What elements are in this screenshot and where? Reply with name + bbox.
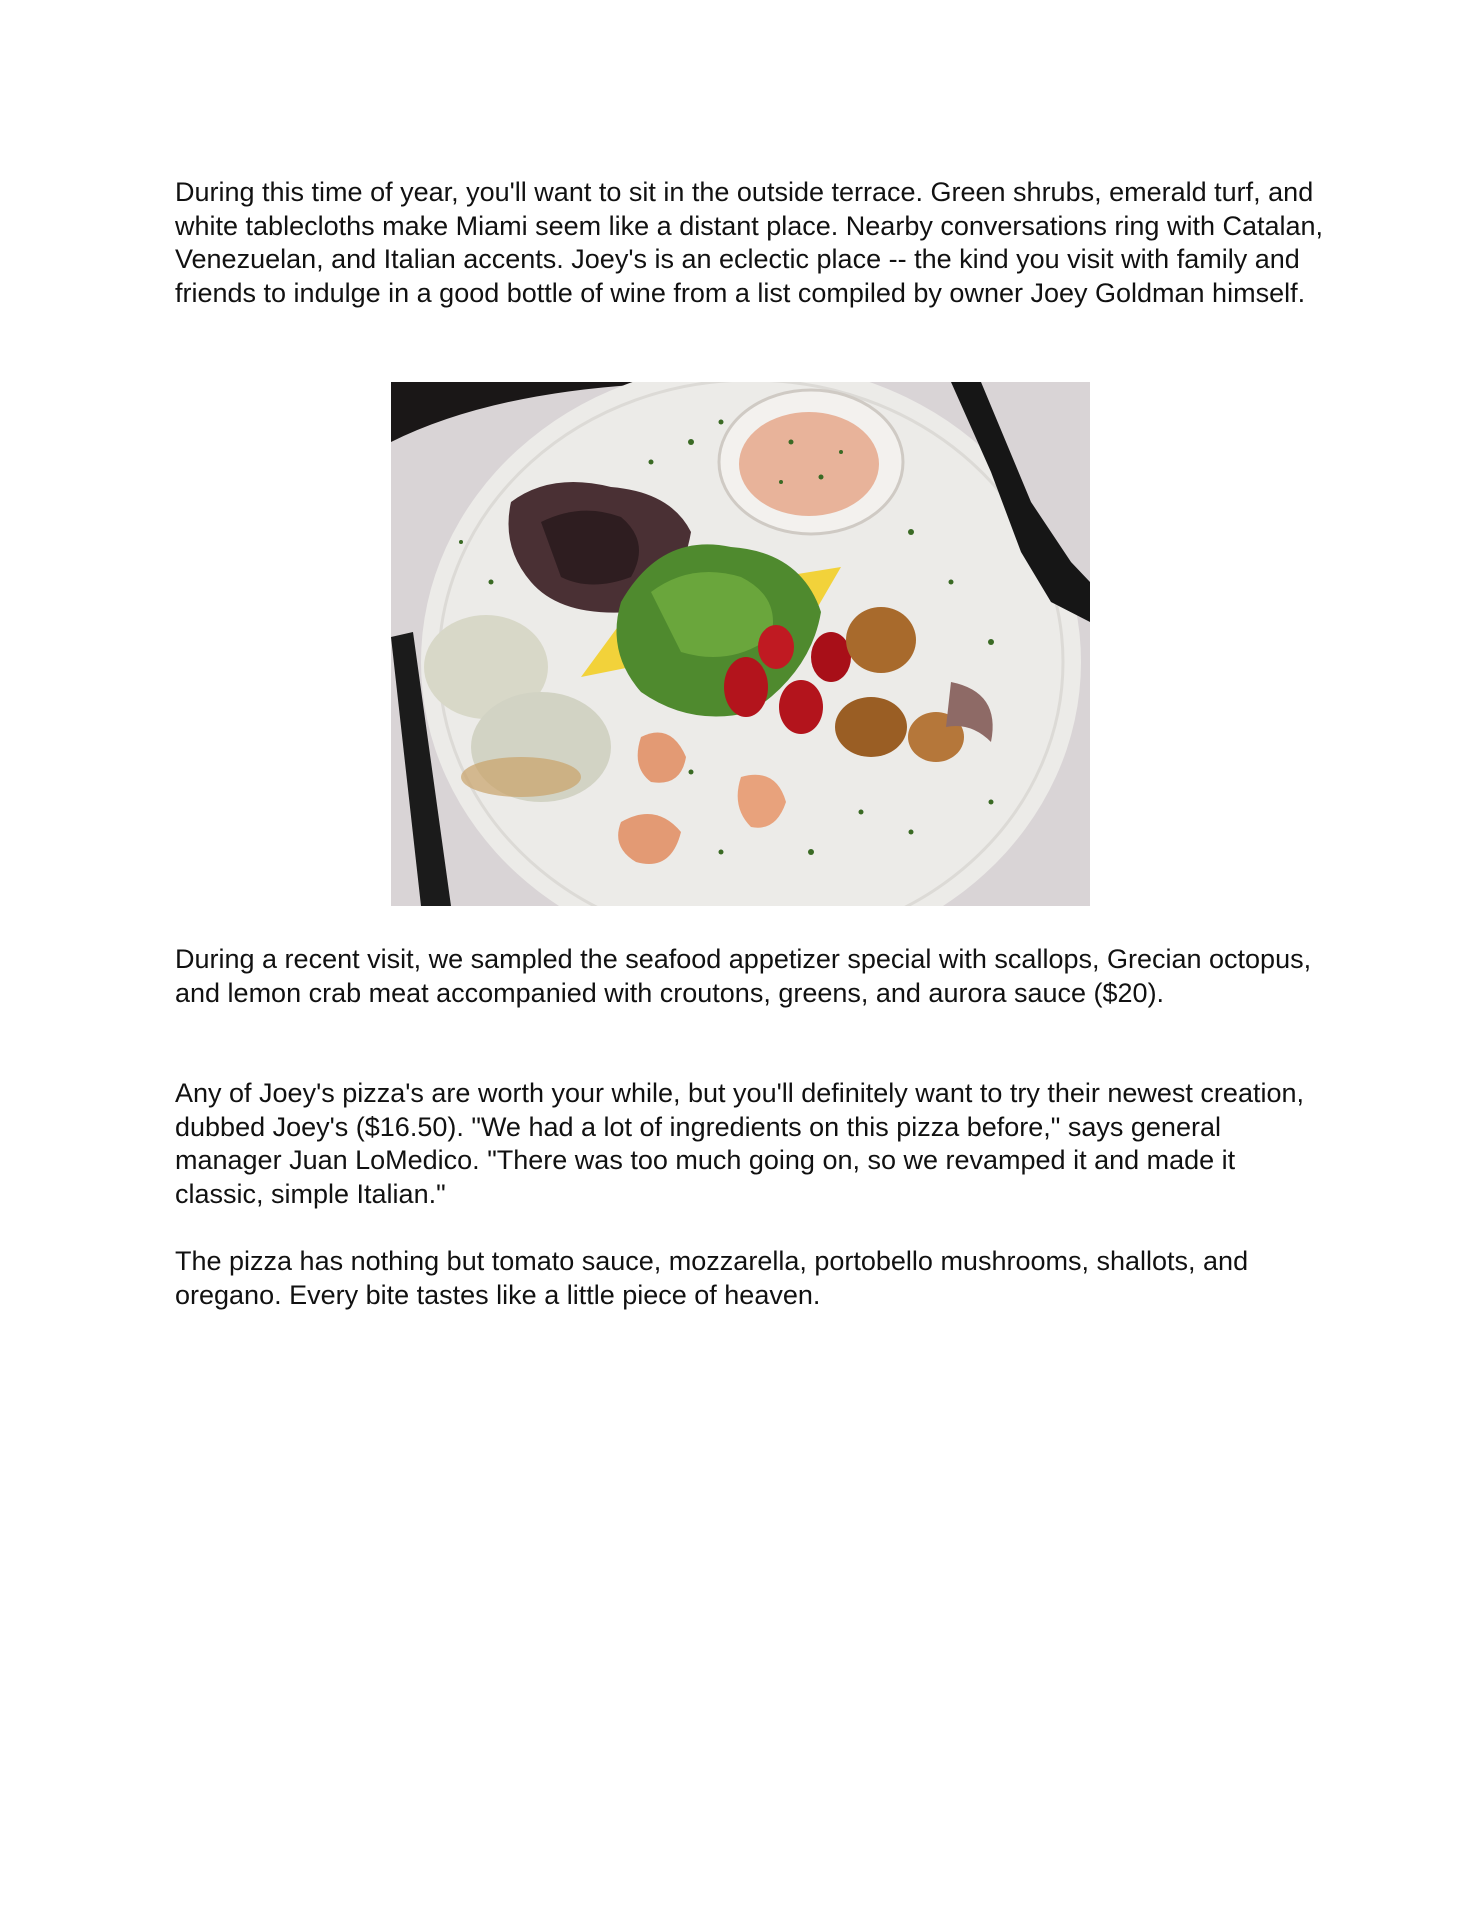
photo-scallop-1 (846, 607, 916, 673)
photo-aurora-sauce (739, 412, 879, 516)
photo-scallop-2 (835, 697, 907, 757)
seafood-appetizer-photo (391, 382, 1090, 906)
paragraph-terrace: During this time of year, you'll want to sit in the outside terrace. Green shrubs, emerald turf, and white tablecloths make Miami seem like a distant place. Nearby conversations ring with Catalan, Venezuelan, and Italian accents. Joey's is an eclectic place -- the kind you visit with family and friends to indulge in a good bottle of wine from a list compiled by owner Joey Goldman himself. (175, 177, 1324, 308)
photo-crouton-edge (461, 757, 581, 797)
photo-tomato-4 (758, 625, 794, 669)
photo-tomato-1 (724, 657, 768, 717)
paragraph-pizza-ingredients: The pizza has nothing but tomato sauce, mozzarella, portobello mushrooms, shallots, and oregano. Every bite tastes like a little piece of heaven. (175, 1246, 1249, 1310)
seafood-plate-illustration (391, 382, 1090, 906)
paragraph-joeys-pizza: Any of Joey's pizza's are worth your while, but you'll definitely want to try their newest creation, dubbed Joey's ($16.50). "We had a lot of ingredients on this pizza before," says general manager Juan LoMedico. "There was too much going on, so we revamped it and made it classic, simple Italian." (175, 1078, 1304, 1209)
photo-tomato-3 (811, 632, 851, 682)
photo-tomato-2 (779, 680, 823, 734)
paragraph-seafood-appetizer: During a recent visit, we sampled the seafood appetizer special with scallops, Grecian octopus, and lemon crab meat accompanied with croutons, greens, and aurora sauce ($20). (175, 944, 1312, 1008)
